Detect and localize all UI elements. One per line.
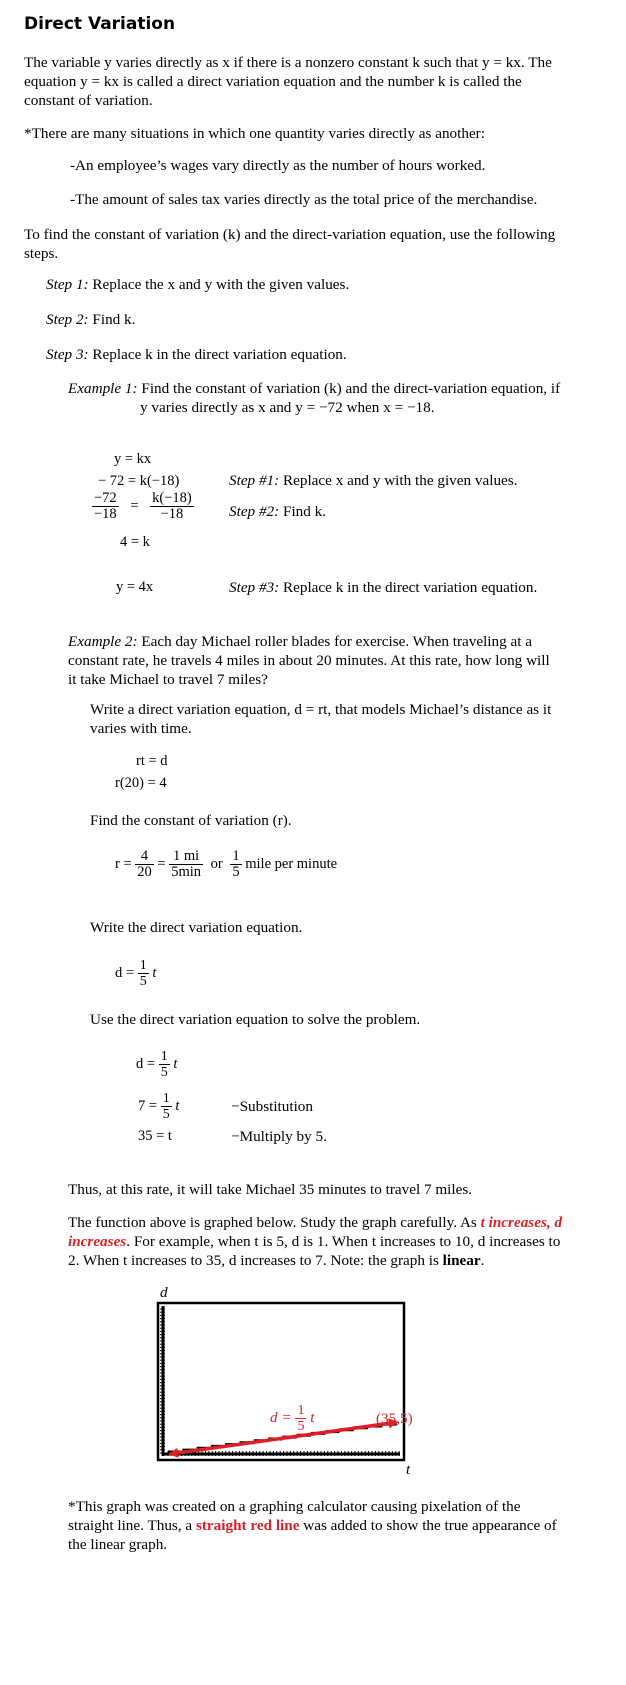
ex2-r-equation	[115, 849, 337, 880]
example-1-prompt: Find the constant of variation (k) and the direct-variation equation, if	[141, 380, 561, 397]
ex2-substitution-note: −Substitution	[231, 1098, 313, 1115]
ex2-r-frac-3-den: 5	[232, 864, 240, 880]
ex2-write-equation-2: Write the direct variation equation.	[90, 919, 303, 936]
example-2-label: Example 2:	[68, 633, 138, 650]
graph-description	[68, 1213, 564, 1270]
ex2-solve-7-num: 1	[162, 1091, 170, 1106]
steps-intro: To find the constant of variation (k) and the direct-variation equation, use the following steps.	[24, 226, 556, 262]
graph-line-label-den: 5	[297, 1419, 305, 1434]
ex2-solve-d-var: t	[173, 1055, 178, 1072]
ex2-solve-7-lhs: 7 =	[138, 1097, 158, 1114]
step-3-text: Replace k in the direct variation equation.	[92, 346, 347, 363]
ex1-note-step-2	[229, 502, 326, 521]
graph-desc-end: .	[480, 1252, 485, 1269]
ex2-r-frac-3	[230, 849, 241, 880]
ex2-d-num: 1	[139, 958, 147, 973]
ex1-divide-equals: =	[130, 497, 139, 514]
graph-figure	[0, 1282, 626, 1502]
ex2-solve-d-fraction	[159, 1049, 170, 1080]
ex2-r-frac-1	[135, 849, 154, 880]
ex1-eq-k-value: 4 = k	[120, 534, 150, 550]
ex2-r-frac-2-den: 5min	[171, 864, 202, 880]
ex1-note-1-text: Replace x and y with the given values.	[283, 472, 518, 489]
ex2-solve-d-lhs: d =	[136, 1055, 156, 1072]
footnote-pre: *This graph was created on a graphing calculator causing pixelation of the straight line. Thus, a	[68, 1498, 521, 1534]
graph-frame	[158, 1303, 404, 1460]
ex1-right-num: k(−18)	[152, 490, 192, 506]
step-2-text: Find k.	[92, 311, 136, 328]
ex2-write-equation: Write a direct variation equation, d = rt, that models Michael’s distance as it varies with time.	[90, 701, 552, 737]
step-1-label: Step 1:	[46, 276, 89, 293]
graph-line-label-num: 1	[297, 1403, 305, 1418]
graph-x-axis-label: t	[406, 1461, 411, 1478]
example-1-label: Example 1:	[68, 380, 138, 397]
ex1-left-num: −72	[94, 490, 117, 506]
page-title: Direct Variation	[24, 14, 176, 34]
intro-definition: The variable y varies directly as x if there is a nonzero constant k such that y = kx. The equation y = kx is called a direct variation equation and the number k is called the constant of variation.	[24, 54, 552, 109]
ex1-note-3-label: Step #3:	[229, 579, 280, 596]
ex2-d-var: t	[152, 964, 157, 981]
ex2-solve-7-var: t	[175, 1097, 180, 1114]
step-1-text: Replace the x and y with the given values.	[92, 276, 350, 293]
ex1-note-2-text: Find k.	[283, 503, 327, 520]
graph-desc-post: . For example, when t is 5, d is 1. When t increases to 10, d increases to 2. When t increases to 35, d increases to 7. Note: the graph is	[68, 1233, 561, 1269]
step-2-label: Step 2:	[46, 311, 89, 328]
example-sales-tax: -The amount of sales tax varies directly as the total price of the merchandise.	[70, 191, 538, 208]
ex2-r-frac-2	[169, 849, 203, 880]
example-2-text: Each day Michael roller blades for exercise. When traveling at a constant rate, he travels 4 miles in about 20 minutes. At this rate, how long will it take Michael to travel 7 miles?	[68, 633, 550, 688]
ex2-r-frac-2-num: 1 mi	[169, 849, 203, 865]
ex2-d-lhs: d =	[115, 964, 135, 981]
ex2-use-equation: Use the direct variation equation to solve the problem.	[90, 1011, 421, 1028]
ex1-left-den: −18	[94, 506, 117, 522]
example-1-line-1	[68, 379, 560, 398]
ex1-right-den: −18	[160, 506, 184, 522]
ex2-r-frac-1-den: 20	[137, 864, 152, 880]
step-1	[46, 275, 349, 294]
ex2-find-r: Find the constant of variation (r).	[90, 812, 292, 829]
step-3-label: Step 3:	[46, 346, 89, 363]
footnote-post: was added to show the true appearance of the linear graph.	[68, 1517, 557, 1553]
ex2-r-lhs: r =	[115, 855, 132, 872]
graph-footnote	[68, 1497, 562, 1554]
graph-desc-linear: linear	[442, 1252, 481, 1269]
plot-area	[158, 1303, 404, 1460]
example-wages: -An employee’s wages vary directly as the number of hours worked.	[70, 157, 486, 174]
example-2-problem	[68, 632, 560, 689]
ex2-solve-d-den: 5	[160, 1065, 168, 1080]
ex2-solve-35: 35 = t	[138, 1128, 172, 1144]
ex2-d-den: 5	[139, 974, 147, 989]
ex2-solve-7-den: 5	[162, 1107, 170, 1122]
graph-line-label-var: t	[310, 1408, 315, 1426]
graph-line-label-lhs: d =	[270, 1408, 292, 1426]
ex1-eq-substitute: − 72 = k(−18)	[98, 473, 180, 489]
graph-desc-highlight: t increases, d increases	[68, 1214, 563, 1250]
ex2-r-unit: mile per minute	[245, 855, 338, 872]
graph-y-axis-label: d	[160, 1284, 168, 1301]
ex2-eq-rt-d: rt = d	[136, 753, 168, 769]
ex1-eq-y-kx: y = kx	[114, 451, 152, 467]
graph-desc-pre: The function above is graphed below. Study the graph carefully. As	[68, 1214, 481, 1231]
ex2-eq-r20: r(20) = 4	[115, 775, 167, 791]
ex1-right-fraction	[150, 491, 194, 522]
ex2-r-equals: =	[157, 855, 166, 872]
graph-point-label: (35,5)	[376, 1410, 413, 1427]
graph-line-label	[270, 1403, 314, 1434]
step-2	[46, 310, 135, 329]
ex2-conclusion: Thus, at this rate, it will take Michael 35 minutes to travel 7 miles.	[68, 1181, 473, 1198]
ex2-solve-d	[136, 1049, 177, 1080]
ex2-d-fraction	[138, 958, 149, 989]
ex1-note-step-3	[229, 578, 537, 597]
ex1-eq-divide	[92, 491, 194, 522]
step-3	[46, 345, 347, 364]
ex2-d-equation	[115, 958, 156, 989]
ex1-eq-final: y = 4x	[116, 579, 154, 595]
footnote-highlight: straight red line	[195, 1517, 300, 1534]
ex2-r-frac-1-num: 4	[135, 849, 154, 865]
intro-situations: *There are many situations in which one quantity varies directly as another:	[24, 125, 485, 142]
ex1-left-fraction	[92, 491, 119, 522]
ex1-note-3-text: Replace k in the direct variation equation.	[283, 579, 538, 596]
example-1-line-2: y varies directly as x and y = −72 when x = −18.	[140, 399, 435, 416]
ex2-solve-7-fraction	[161, 1091, 172, 1122]
ex2-r-frac-3-num: 1	[232, 848, 240, 864]
ex1-note-1-label: Step #1:	[229, 472, 280, 489]
ex2-r-or: or	[210, 855, 223, 872]
ex2-solve-d-num: 1	[160, 1049, 168, 1064]
ex2-solve-7	[138, 1091, 179, 1122]
graph-line-label-fraction	[295, 1403, 306, 1434]
ex2-multiply-note: −Multiply by 5.	[231, 1128, 327, 1145]
ex1-note-step-1	[229, 471, 518, 490]
ex1-note-2-label: Step #2:	[229, 503, 280, 520]
